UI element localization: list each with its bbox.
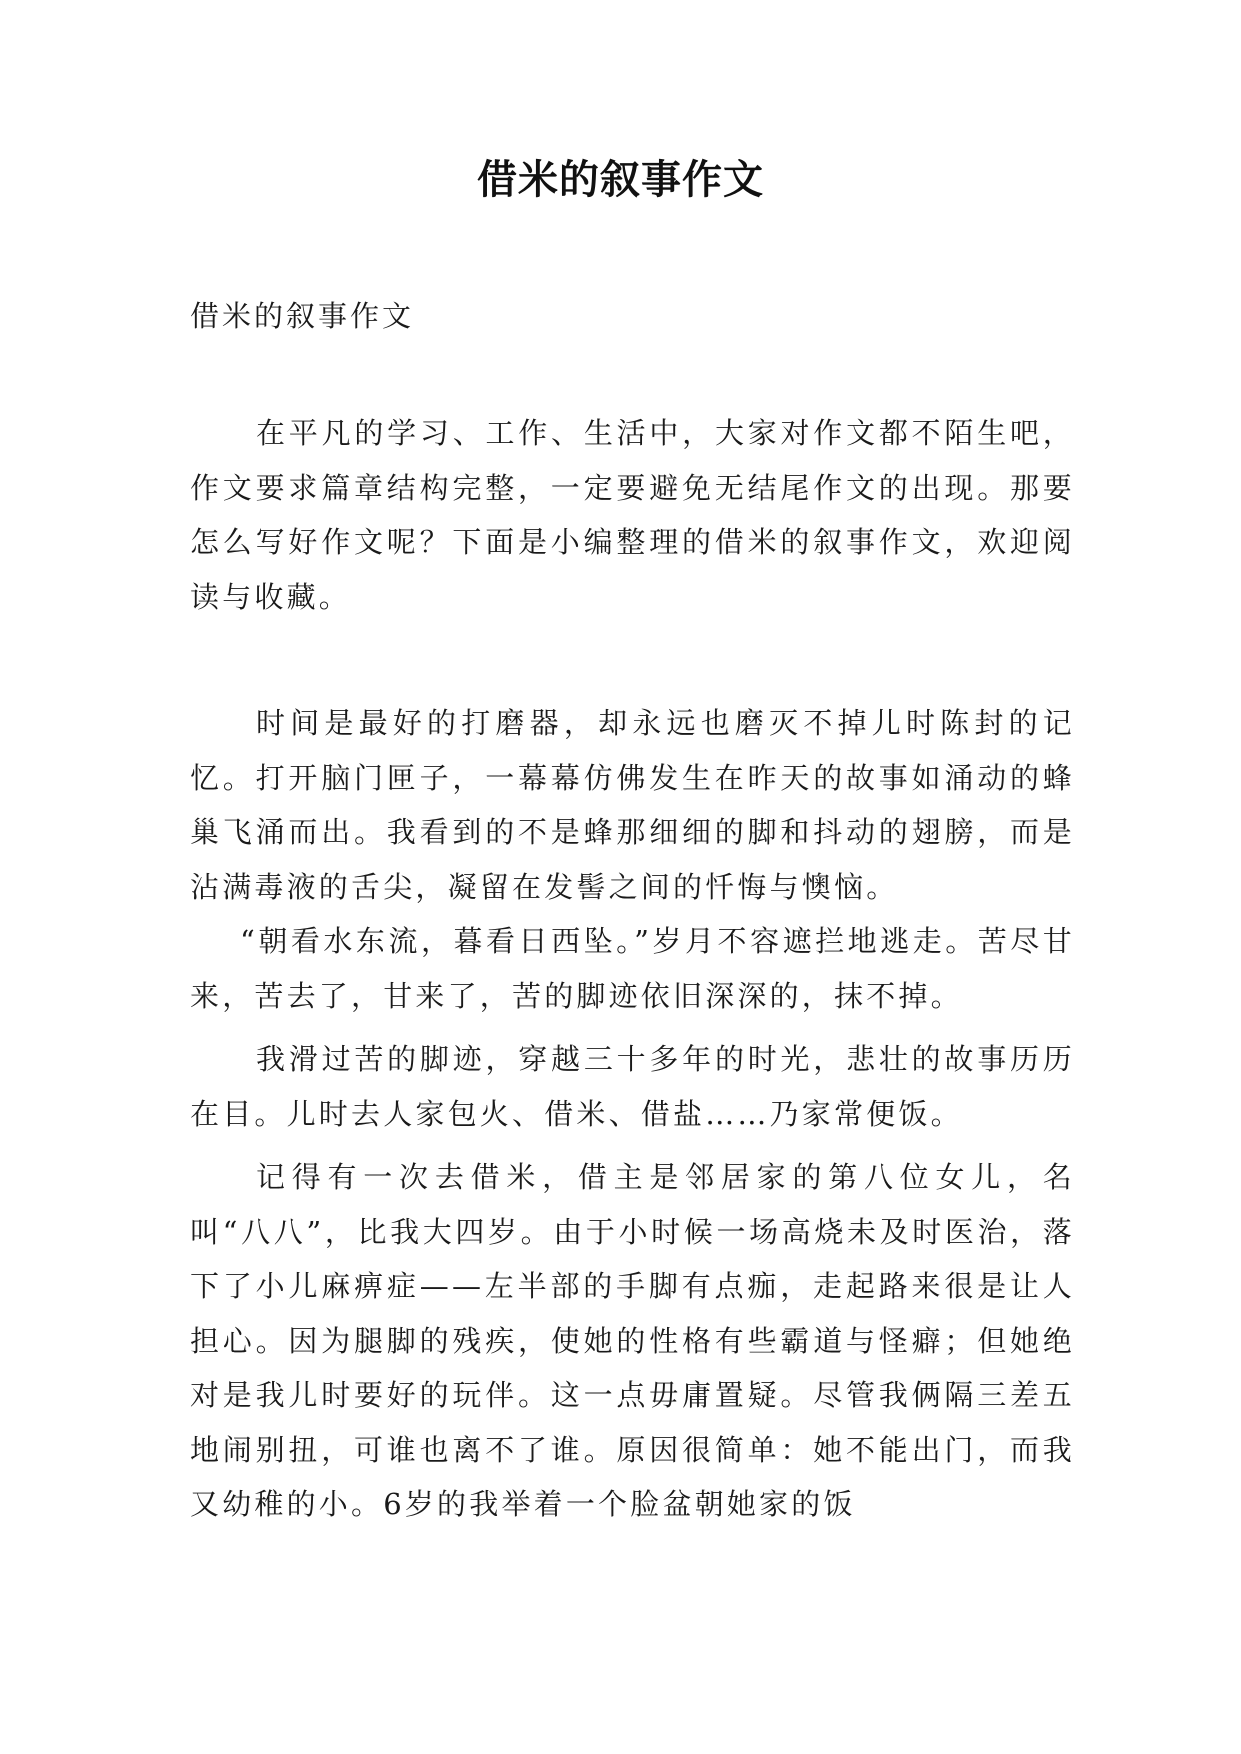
paragraph-memory: 时间是最好的打磨器，却永远也磨灭不掉儿时陈封的记忆。打开脑门匣子，一幕幕仿佛发生在昨天的故事如涌动的蜂巢飞涌而出。我看到的不是蜂那细细的脚和抖动的翅膀，而是沾满毒液的舌尖，凝留在发髻之间的忏悔与懊恼。 xyxy=(190,706,1075,904)
paragraph-footprints: 我滑过苦的脚迹，穿越三十多年的时光，悲壮的故事历历在目。儿时去人家包火、借米、借盐……乃家常便饭。 xyxy=(190,1042,1075,1131)
document-subtitle: 借米的叙事作文 xyxy=(190,299,415,333)
paragraph-quote: “朝看水东流，暮看日西坠。”岁月不容遮拦地逃走。苦尽甘来，苦去了，甘来了，苦的脚迹依旧深深的，抹不掉。 xyxy=(190,924,1075,1013)
document-title: 借米的叙事作文 xyxy=(477,157,764,203)
paragraph-intro: 在平凡的学习、工作、生活中，大家对作文都不陌生吧，作文要求篇章结构完整，一定要避免无结尾作文的出现。那要怎么写好作文呢？下面是小编整理的借米的叙事作文，欢迎阅读与收藏。 xyxy=(190,416,1075,614)
paragraph-borrowing-rice: 记得有一次去借米，借主是邻居家的第八位女儿，名叫“八八”，比我大四岁。由于小时候一场高烧未及时医治，落下了小儿麻痹症——左半部的手脚有点痂，走起路来很是让人担心。因为腿脚的残疾，使她的性格有些霸道与怪癖；但她绝对是我儿时要好的玩伴。这一点毋庸置疑。尽管我俩隔三差五地闹别扭，可谁也离不了谁。原因很简单：她不能出门，而我又幼稚的小。6岁的我举着一个脸盆朝她家的饭 xyxy=(190,1160,1075,1521)
